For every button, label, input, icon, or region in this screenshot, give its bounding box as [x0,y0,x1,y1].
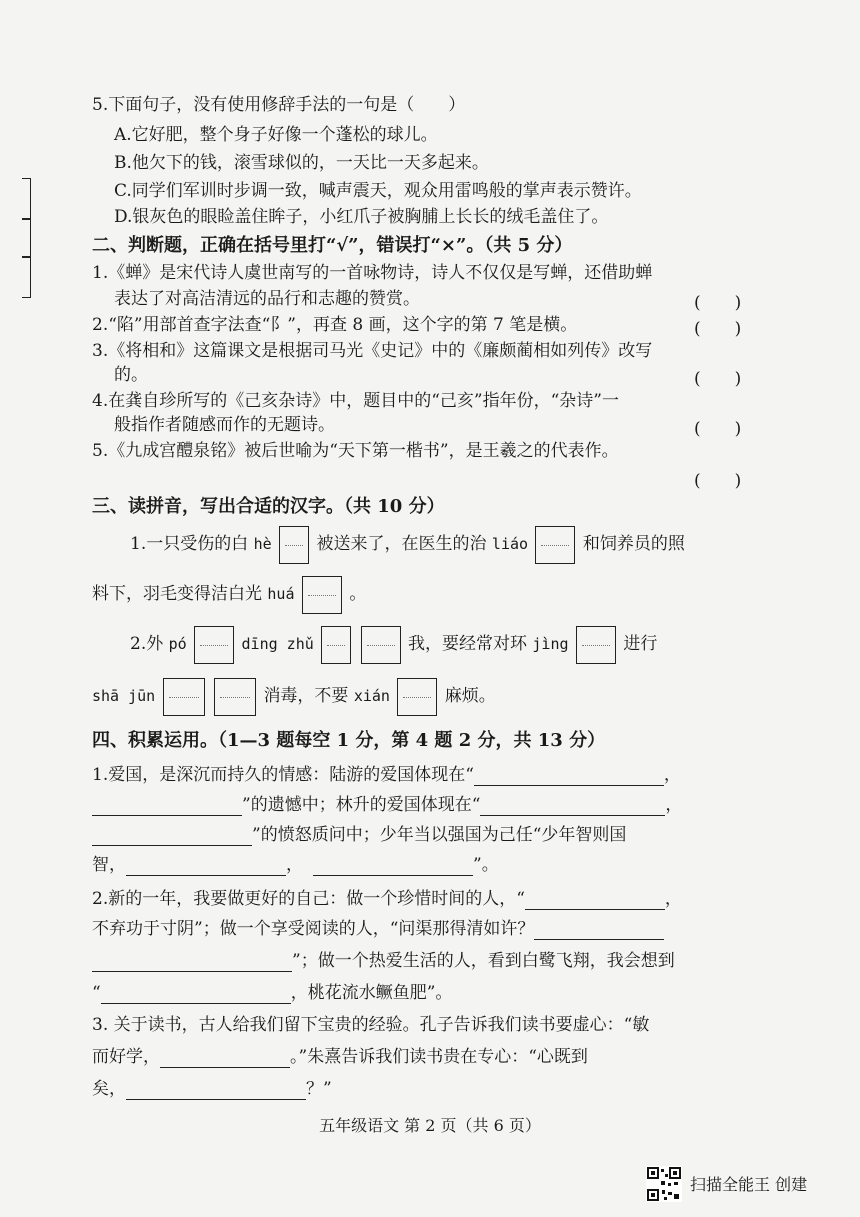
fill-line [92,982,452,1004]
qr-code-icon [646,1166,682,1202]
judge-item: 1.《蝉》是宋代诗人虞世南写的一首咏物诗，诗人不仅仅是写蝉，还借助蝉 [92,263,653,283]
judge-item: 表达了对高洁清远的品行和志趣的赞赏。 [114,289,420,309]
answer-paren[interactable]: ( ) [694,319,742,339]
answer-blank[interactable] [525,891,665,910]
char-box[interactable] [535,526,575,564]
answer-paren[interactable]: ( ) [694,369,742,389]
page-footer: 五年级语文 第 2 页（共 6 页） [319,1116,541,1135]
text: 3. 关于读书，古人给我们留下宝贵的经验。孔子告诉我们读书要虚心：“敏 [92,1015,650,1035]
text: 我，要经常对环 [407,634,527,654]
char-box[interactable] [302,576,342,614]
char-box[interactable] [397,678,437,716]
text: ”；做一个热爱生活的人，看到白鹭飞翔，我会想到 [292,951,675,971]
q5-option-c: C.同学们军训时步调一致，喊声震天，观众用雷鸣般的掌声表示赞许。 [114,181,642,201]
fill-line [92,1046,588,1068]
pinyin: xián [353,687,390,705]
text: 进行 [623,634,658,654]
section3-heading: 三、读拼音，写出合适的汉字。（共 10 分） [92,496,445,517]
text: 不弃功于寸阴”；做一个享受阅读的人，“问渠那得清如许？ [92,919,535,939]
fill-line: ”的遗憾中；林升的爱国体现在“ ， [92,794,682,816]
scanner-watermark: 扫描全能王 创建 [690,1175,808,1194]
text: ”的愤怒质问中；少年当以强国为己任“少年智则国 [252,825,627,845]
char-box[interactable] [321,626,351,664]
text: 和饲养员的照 [582,534,685,554]
answer-blank[interactable] [160,1049,290,1068]
text: 。”朱熹告诉我们读书贵在专心：“心既到 [290,1047,588,1067]
text: 矣， [92,1079,126,1099]
fill-line [92,1078,332,1100]
text: 智， [92,855,126,875]
pinyin-line-4 [92,676,496,716]
q5-stem: 5.下面句子，没有使用修辞手法的一句是（ ） [92,95,466,115]
pinyin-line-3 [130,624,657,664]
fill-line: 1.爱国，是深沉而持久的情感：陆游的爱国体现在“ ， [92,765,681,785]
fill-line [92,950,675,972]
fill-line [92,824,626,846]
judge-item: 般指作者随感而作的无题诗。 [114,415,335,435]
fill-line [92,1014,649,1036]
answer-blank[interactable] [480,797,665,816]
text: 1.一只受伤的白 [130,534,249,554]
char-box[interactable] [214,678,256,716]
pinyin: hè [253,535,272,553]
char-box[interactable] [361,626,401,664]
pinyin-line-2 [92,574,366,614]
char-box[interactable] [163,678,205,716]
answer-blank[interactable] [92,827,252,846]
pinyin: liáo [491,535,529,553]
fill-line [92,918,664,940]
judge-item: 3.《将相和》这篇课文是根据司马光《史记》中的《廉颇蔺相如列传》改写 [92,341,653,361]
q5-option-a: A.它好肥，整个身子好像一个蓬松的球儿。 [114,125,438,145]
answer-blank[interactable] [474,767,664,786]
text: ，桃花流水鳜鱼肥”。 [290,983,453,1003]
binding-margin-mark [22,256,31,298]
section4-heading: 四、积累运用。（1—3 题每空 1 分，第 4 题 2 分，共 13 分） [92,730,606,751]
pinyin: shā jūn [92,687,156,705]
q5-option-b: B.他欠下的钱，滚雪球似的，一天比一天多起来。 [114,153,489,173]
answer-blank[interactable] [126,1081,306,1100]
text: “ [92,983,101,1003]
text: 而好学， [92,1047,160,1067]
pinyin: jìng [532,635,569,653]
text: ”的遗憾中；林升的爱国体现在“ [242,795,481,815]
fill-line: 智， ， ”。 [92,855,499,875]
text: ”。 [473,855,499,875]
answer-blank[interactable] [101,985,291,1004]
pinyin: pó [168,635,187,653]
text: 料下，羽毛变得洁白光 [92,584,262,604]
text: 被送来了，在医生的治 [316,534,487,554]
pinyin: huá [267,585,295,603]
judge-item: 4.在龚自珍所写的《己亥杂诗》中，题目中的“己亥”指年份，“杂诗”一 [92,391,619,411]
pinyin-line-1 [130,524,685,564]
judge-item: 的。 [114,365,148,385]
char-box[interactable] [279,526,309,564]
answer-paren[interactable]: ( ) [694,419,742,439]
answer-blank[interactable] [92,797,242,816]
text: 消毒，不要 [263,686,349,706]
judge-item: 2.“陷”用部首查字法查“阝”，再查 8 画，这个字的第 7 笔是横。 [92,315,578,335]
answer-paren[interactable]: ( ) [694,293,742,313]
binding-margin-mark [22,218,31,258]
q5-option-d: D.银灰色的眼睑盖住眸子，小红爪子被胸脯上长长的绒毛盖住了。 [114,207,609,227]
char-box[interactable] [194,626,234,664]
text: ？” [306,1079,332,1099]
char-box[interactable] [576,626,616,664]
answer-blank[interactable] [534,921,664,940]
binding-margin-mark [22,178,31,220]
pinyin: dīng zhǔ [241,635,314,653]
text: 麻烦。 [444,686,496,706]
answer-blank[interactable] [92,953,292,972]
answer-paren[interactable]: ( ) [694,471,742,491]
answer-blank[interactable] [126,857,286,876]
text: 。 [349,584,367,604]
text: 1.爱国，是深沉而持久的情感：陆游的爱国体现在“ [92,765,474,785]
judge-item: 5.《九成宫醴泉铭》被后世喻为“天下第一楷书”，是王羲之的代表作。 [92,441,619,461]
fill-line: 2.新的一年，我要做更好的自己：做一个珍惜时间的人，“ ， [92,889,682,909]
section2-heading: 二、判断题，正确在括号里打“√”，错误打“×”。（共 5 分） [92,235,573,256]
text: 2.新的一年，我要做更好的自己：做一个珍惜时间的人，“ [92,889,525,909]
answer-blank[interactable] [313,857,473,876]
text: 2.外 [130,634,164,654]
